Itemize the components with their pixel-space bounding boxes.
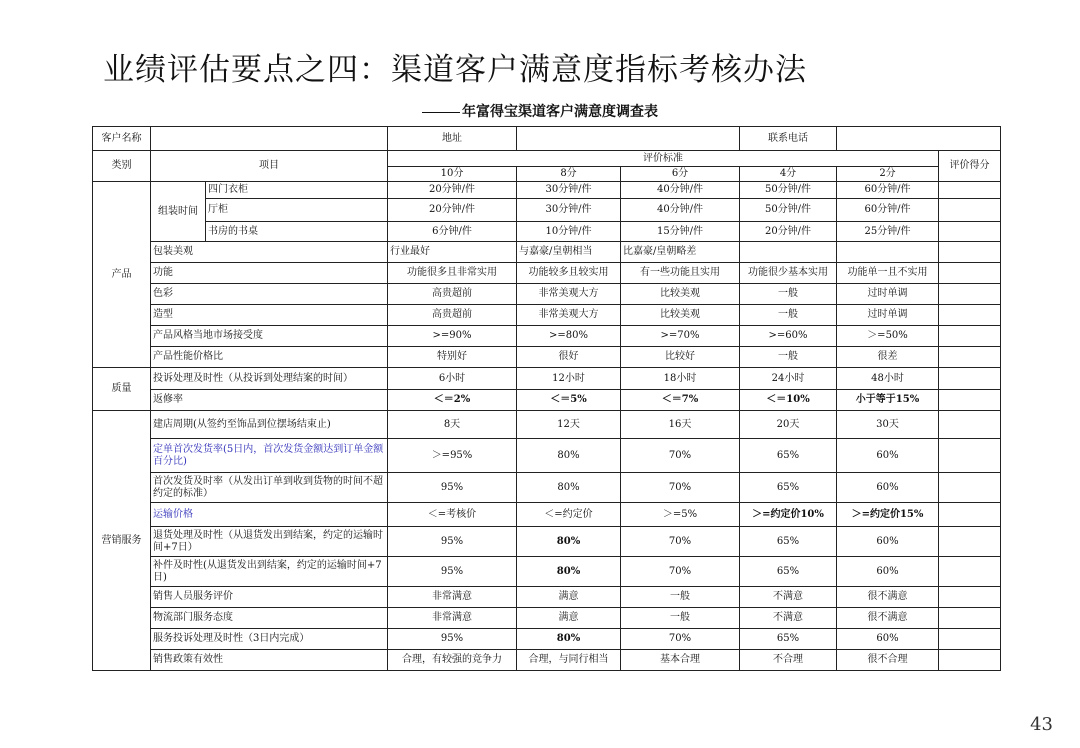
criteria-cell: 95% — [388, 557, 517, 587]
criteria-cell: 非常满意 — [388, 608, 517, 629]
criteria-cell: 满意 — [517, 608, 621, 629]
criteria-cell: 60% — [837, 527, 939, 557]
criteria-cell: 非常满意 — [388, 587, 517, 608]
criteria-cell: ＜=考核价 — [388, 503, 517, 527]
score-cell — [939, 411, 1001, 439]
criteria-cell: 30分钟/件 — [517, 199, 621, 222]
criteria-cell: ＜＝2% — [388, 390, 517, 411]
criteria-cell: 70% — [621, 439, 740, 473]
row-label: 建店周期(从签约至饰品到位摆场结束止) — [151, 411, 388, 439]
table-title — [0, 101, 1080, 121]
criteria-cell: 功能很少基本实用 — [740, 263, 837, 284]
row-label: 造型 — [151, 305, 388, 326]
criteria-cell: ＞=5% — [621, 503, 740, 527]
criteria-cell: 20天 — [740, 411, 837, 439]
phone-field — [837, 127, 1001, 151]
score-cell — [939, 557, 1001, 587]
table-row — [93, 242, 1001, 263]
criteria-cell: 满意 — [517, 587, 621, 608]
criteria-cell: 不合理 — [740, 650, 837, 671]
score-cell — [939, 608, 1001, 629]
criteria-cell: 一般 — [621, 608, 740, 629]
criteria-cell: 基本合理 — [621, 650, 740, 671]
satisfaction-survey-table — [92, 126, 1001, 671]
criteria-cell: 12小时 — [517, 368, 621, 390]
criteria-cell: 80% — [517, 473, 621, 503]
score-cell — [939, 347, 1001, 368]
criteria-cell: 不满意 — [740, 608, 837, 629]
score-cell — [939, 284, 1001, 305]
row-label: 厅柜 — [206, 199, 388, 222]
criteria-cell: 65% — [740, 473, 837, 503]
table-row — [93, 411, 1001, 439]
criteria-cell: ＞=95% — [388, 439, 517, 473]
criteria-cell: 一般 — [740, 347, 837, 368]
criteria-cell: 20分钟/件 — [388, 182, 517, 199]
row-label: 投诉处理及时性（从投诉到处理结案的时间） — [151, 368, 388, 390]
table-row — [93, 503, 1001, 527]
page-number: 43 — [1030, 714, 1053, 735]
criteria-cell: >=80% — [517, 326, 621, 347]
table-row — [93, 284, 1001, 305]
score-cell — [939, 182, 1001, 199]
criteria-cell: 合理，与同行相当 — [517, 650, 621, 671]
criteria-cell: 50分钟/件 — [740, 182, 837, 199]
criteria-header: 评价标准 — [388, 151, 939, 167]
points-header: 2分 — [837, 167, 939, 182]
row-label: 书房的书桌 — [206, 222, 388, 242]
table-row — [93, 650, 1001, 671]
score-cell — [939, 242, 1001, 263]
score-cell — [939, 390, 1001, 411]
year-blank-line — [422, 112, 460, 113]
score-cell — [939, 527, 1001, 557]
score-cell — [939, 199, 1001, 222]
slide-title: 业绩评估要点之四：渠道客户满意度指标考核办法 — [103, 52, 807, 88]
criteria-cell: 一般 — [740, 305, 837, 326]
criteria-cell: ＜=约定价 — [517, 503, 621, 527]
table-row — [93, 527, 1001, 557]
criteria-cell: 8天 — [388, 411, 517, 439]
criteria-cell: 95% — [388, 629, 517, 650]
row-label: 服务投诉处理及时性（3日内完成） — [151, 629, 388, 650]
criteria-cell: 80% — [517, 439, 621, 473]
score-cell — [939, 503, 1001, 527]
criteria-cell: 60% — [837, 629, 939, 650]
score-cell — [939, 368, 1001, 390]
criteria-cell: 一般 — [740, 284, 837, 305]
criteria-cell: 50分钟/件 — [740, 199, 837, 222]
criteria-cell: 功能较多且较实用 — [517, 263, 621, 284]
criteria-cell: 比较好 — [621, 347, 740, 368]
row-label: 产品风格当地市场接受度 — [151, 326, 388, 347]
criteria-cell: 功能单一且不实用 — [837, 263, 939, 284]
criteria-cell: 70% — [621, 557, 740, 587]
item-header: 项目 — [151, 151, 388, 182]
criteria-cell: 不满意 — [740, 587, 837, 608]
score-cell — [939, 326, 1001, 347]
score-cell — [939, 222, 1001, 242]
criteria-cell: ＜＝5% — [517, 390, 621, 411]
criteria-cell: 高贵超前 — [388, 284, 517, 305]
row-label: 补件及时性(从退货发出到结案，约定的运输时间+7日) — [151, 557, 388, 587]
criteria-cell: 特别好 — [388, 347, 517, 368]
row-label: 销售政策有效性 — [151, 650, 388, 671]
table-row — [93, 222, 1001, 242]
criteria-cell — [837, 242, 939, 263]
table-row — [93, 557, 1001, 587]
criteria-cell: 高贵超前 — [388, 305, 517, 326]
criteria-cell: ＞=约定价15% — [837, 503, 939, 527]
table-row — [93, 326, 1001, 347]
criteria-cell: 60% — [837, 439, 939, 473]
table-row — [93, 127, 1001, 151]
table-row — [93, 199, 1001, 222]
criteria-cell: 30分钟/件 — [517, 182, 621, 199]
score-cell — [939, 473, 1001, 503]
criteria-cell: 65% — [740, 527, 837, 557]
row-label: 产品性能价格比 — [151, 347, 388, 368]
criteria-cell: 60分钟/件 — [837, 199, 939, 222]
criteria-cell: 70% — [621, 629, 740, 650]
criteria-cell: ＜＝7% — [621, 390, 740, 411]
criteria-cell: 过时单调 — [837, 305, 939, 326]
criteria-cell: 10分钟/件 — [517, 222, 621, 242]
table-row — [93, 587, 1001, 608]
points-header: 10分 — [388, 167, 517, 182]
criteria-cell: 一般 — [621, 587, 740, 608]
criteria-cell: 60分钟/件 — [837, 182, 939, 199]
criteria-cell: 非常美观大方 — [517, 305, 621, 326]
product-category: 产品 — [93, 182, 151, 368]
row-label: 包装美观 — [151, 242, 388, 263]
criteria-cell: 与嘉豪/皇朝相当 — [517, 242, 621, 263]
criteria-cell: 95% — [388, 473, 517, 503]
score-header: 评价得分 — [939, 151, 1001, 182]
criteria-cell: >=60% — [740, 326, 837, 347]
criteria-cell: 40分钟/件 — [621, 199, 740, 222]
criteria-cell: 80% — [517, 629, 621, 650]
criteria-cell: >=70% — [621, 326, 740, 347]
row-label: 物流部门服务态度 — [151, 608, 388, 629]
criteria-cell: 小于等于15% — [837, 390, 939, 411]
assembly-group-label: 组装时间 — [151, 182, 206, 242]
row-label: 退货处理及时性（从退货发出到结案，约定的运输时间+7日） — [151, 527, 388, 557]
customer-name-field — [151, 127, 388, 151]
score-cell — [939, 650, 1001, 671]
table-title-text: 年富得宝渠道客户满意度调查表 — [462, 104, 658, 120]
phone-label: 联系电话 — [740, 127, 837, 151]
criteria-cell: 非常美观大方 — [517, 284, 621, 305]
score-cell — [939, 439, 1001, 473]
table-row — [93, 390, 1001, 411]
criteria-cell: 很不满意 — [837, 587, 939, 608]
table-row — [93, 151, 1001, 167]
criteria-cell: 比嘉豪/皇朝略差 — [621, 242, 740, 263]
criteria-cell: 合理，有较强的竞争力 — [388, 650, 517, 671]
address-field — [517, 127, 740, 151]
score-cell — [939, 587, 1001, 608]
criteria-cell: 很不合理 — [837, 650, 939, 671]
criteria-cell: >=90% — [388, 326, 517, 347]
row-label: 功能 — [151, 263, 388, 284]
criteria-cell: 60% — [837, 557, 939, 587]
score-cell — [939, 305, 1001, 326]
criteria-cell: ＞=50% — [837, 326, 939, 347]
row-label: 销售人员服务评价 — [151, 587, 388, 608]
marketing-category: 营销服务 — [93, 411, 151, 671]
table-row — [93, 182, 1001, 199]
criteria-cell: 70% — [621, 527, 740, 557]
criteria-cell: ＜＝10% — [740, 390, 837, 411]
row-label: 返修率 — [151, 390, 388, 411]
criteria-cell: 70% — [621, 473, 740, 503]
criteria-cell: 48小时 — [837, 368, 939, 390]
score-cell — [939, 263, 1001, 284]
criteria-cell: 16天 — [621, 411, 740, 439]
criteria-cell: 12天 — [517, 411, 621, 439]
criteria-cell: 很不满意 — [837, 608, 939, 629]
criteria-cell: 比较美观 — [621, 305, 740, 326]
criteria-cell: 15分钟/件 — [621, 222, 740, 242]
criteria-cell: 80% — [517, 527, 621, 557]
criteria-cell: 20分钟/件 — [388, 199, 517, 222]
criteria-cell: 95% — [388, 527, 517, 557]
row-label: 四门衣柜 — [206, 182, 388, 199]
customer-name-label: 客户名称 — [93, 127, 151, 151]
table-row — [93, 263, 1001, 284]
criteria-cell: 65% — [740, 439, 837, 473]
row-label: 色彩 — [151, 284, 388, 305]
table-row — [93, 305, 1001, 326]
criteria-cell: 80% — [517, 557, 621, 587]
criteria-cell: 18小时 — [621, 368, 740, 390]
criteria-cell: 6分钟/件 — [388, 222, 517, 242]
criteria-cell: 很差 — [837, 347, 939, 368]
table-row — [93, 629, 1001, 650]
criteria-cell: 65% — [740, 557, 837, 587]
criteria-cell: 有一些功能且实用 — [621, 263, 740, 284]
category-header: 类别 — [93, 151, 151, 182]
table-row — [93, 439, 1001, 473]
criteria-cell — [740, 242, 837, 263]
table-row — [93, 473, 1001, 503]
table-row — [93, 608, 1001, 629]
row-label: 首次发货及时率（从发出订单到收到货物的时间不超约定的标准） — [151, 473, 388, 503]
criteria-cell: 20分钟/件 — [740, 222, 837, 242]
criteria-cell: 25分钟/件 — [837, 222, 939, 242]
criteria-cell: 行业最好 — [388, 242, 517, 263]
quality-category: 质量 — [93, 368, 151, 411]
address-label: 地址 — [388, 127, 517, 151]
criteria-cell: ＞=约定价10% — [740, 503, 837, 527]
points-header: 8分 — [517, 167, 621, 182]
criteria-cell: 40分钟/件 — [621, 182, 740, 199]
criteria-cell: 比较美观 — [621, 284, 740, 305]
criteria-cell: 30天 — [837, 411, 939, 439]
score-cell — [939, 629, 1001, 650]
row-label: 定单首次发货率(5日内，首次发货金额达到订单金额百分比) — [151, 439, 388, 473]
criteria-cell: 很好 — [517, 347, 621, 368]
criteria-cell: 60% — [837, 473, 939, 503]
points-header: 6分 — [621, 167, 740, 182]
criteria-cell: 24小时 — [740, 368, 837, 390]
criteria-cell: 65% — [740, 629, 837, 650]
criteria-cell: 功能很多且非常实用 — [388, 263, 517, 284]
points-header: 4分 — [740, 167, 837, 182]
criteria-cell: 6小时 — [388, 368, 517, 390]
table-row — [93, 368, 1001, 390]
table-row — [93, 347, 1001, 368]
row-label: 运输价格 — [151, 503, 388, 527]
criteria-cell: 过时单调 — [837, 284, 939, 305]
